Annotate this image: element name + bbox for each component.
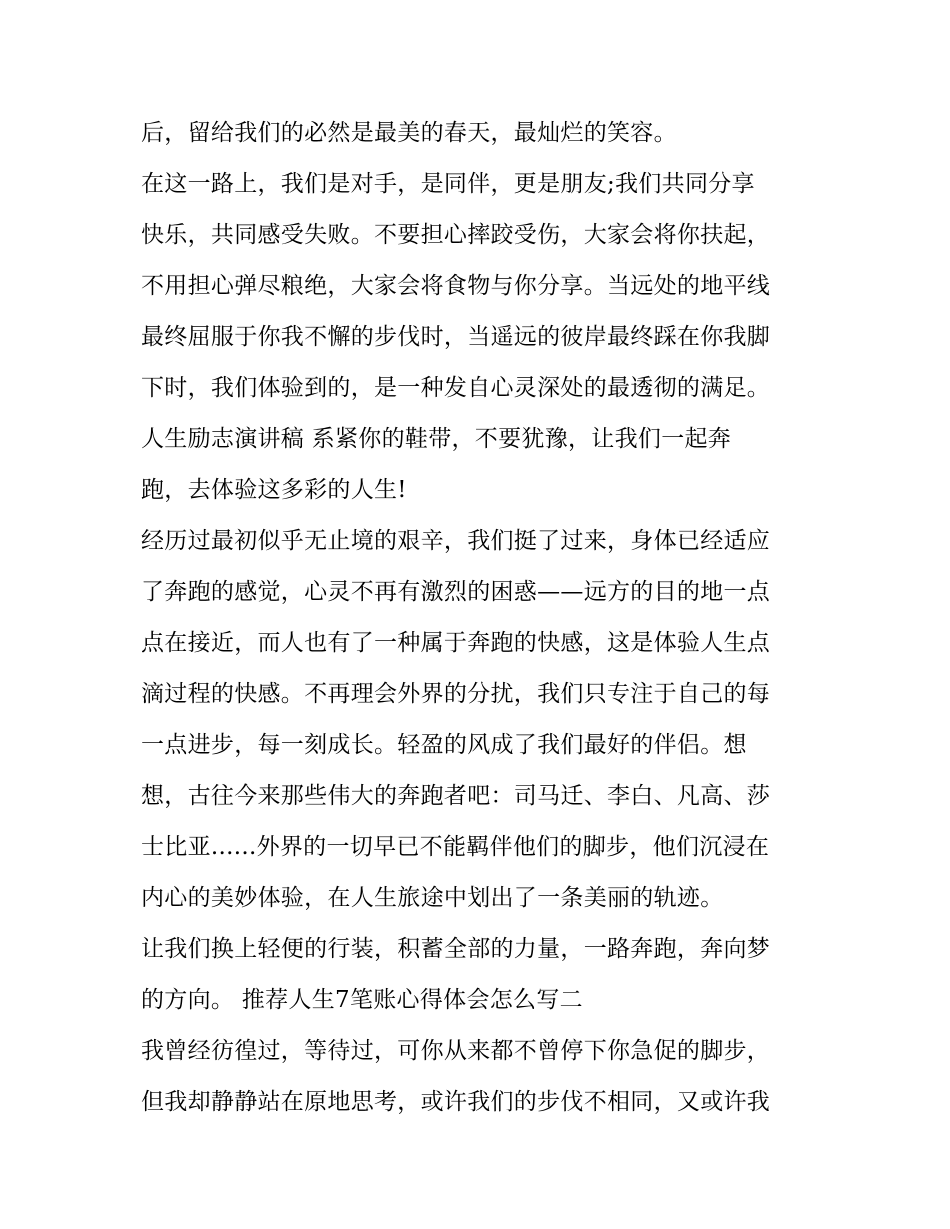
- text-line: 让我们换上轻便的行装，积蓄全部的力量，一路奔跑，奔向梦: [141, 936, 771, 962]
- text-line: 点在接近，而人也有了一种属于奔跑的快感，这是体验人生点: [141, 630, 771, 656]
- text-line: 内心的美妙体验，在人生旅途中划出了一条美丽的轨迹。: [141, 885, 724, 911]
- text-line: 不用担心弹尽粮绝，大家会将食物与你分享。当远处的地平线: [141, 273, 771, 299]
- text-line: 的方向。 推荐人生7笔账心得体会怎么写二: [141, 987, 583, 1013]
- text-line: 但我却静静站在原地思考，或许我们的步伐不相同，又或许我: [141, 1089, 771, 1115]
- text-line: 人生励志演讲稿 系紧你的鞋带，不要犹豫，让我们一起奔: [141, 426, 732, 452]
- text-line: 我曾经彷徨过，等待过，可你从来都不曾停下你急促的脚步，: [141, 1038, 771, 1064]
- text-line: 在这一路上，我们是对手，是同伴，更是朋友;我们共同分享: [141, 171, 755, 197]
- text-line: 士比亚......外界的一切早已不能羁伴他们的脚步，他们沉浸在: [141, 834, 770, 860]
- text-line: 想，古往今来那些伟大的奔跑者吧：司马迁、李白、凡高、莎: [141, 783, 771, 809]
- text-line: 快乐，共同感受失败。不要担心摔跤受伤，大家会将你扶起，: [141, 222, 771, 248]
- text-line: 经历过最初似乎无止境的艰辛，我们挺了过来，身体已经适应: [141, 528, 771, 554]
- text-line: 最终屈服于你我不懈的步伐时，当遥远的彼岸最终踩在你我脚: [141, 324, 771, 350]
- text-line: 后，留给我们的必然是最美的春天，最灿烂的笑容。: [141, 120, 677, 146]
- text-line: 滴过程的快感。不再理会外界的分扰，我们只专注于自己的每: [141, 681, 771, 707]
- text-line: 了奔跑的感觉，心灵不再有激烈的困惑——远方的目的地一点: [141, 579, 771, 605]
- text-line: 下时，我们体验到的，是一种发自心灵深处的最透彻的满足。: [141, 375, 771, 401]
- document-body: [141, 108, 821, 1128]
- text-line: 跑，去体验这多彩的人生!: [141, 477, 407, 503]
- text-line: 一点进步，每一刻成长。轻盈的风成了我们最好的伴侣。想: [141, 732, 747, 758]
